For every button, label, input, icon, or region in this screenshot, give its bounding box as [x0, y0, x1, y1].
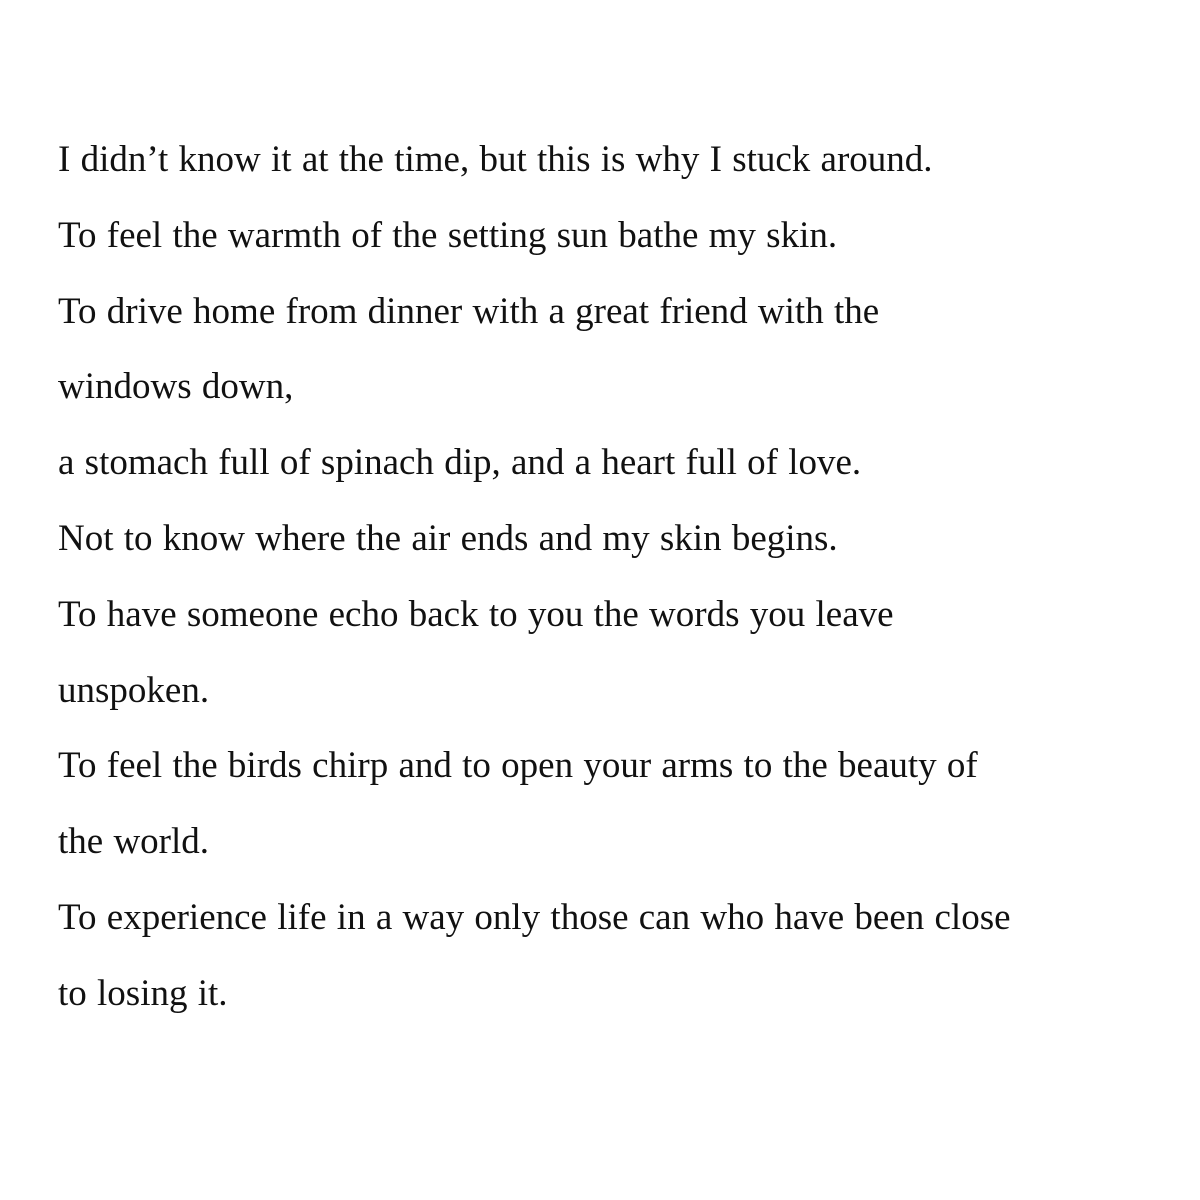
- poem-line: To drive home from dinner with a great friend with the: [58, 290, 880, 332]
- poem-line: Not to know where the air ends and my skin begins.: [58, 517, 838, 559]
- poem-text: [58, 122, 1168, 1032]
- poem-line: I didn’t know it at the time, but this is why I stuck around.: [58, 139, 933, 180]
- poem-line: To have someone echo back to you the words you leave: [58, 593, 894, 635]
- poem-line: windows down,: [58, 366, 294, 408]
- poem-line: unspoken.: [58, 669, 210, 711]
- poem-line: To feel the birds chirp and to open your arms to the beauty of: [58, 745, 978, 787]
- poem-line: to losing it.: [58, 972, 228, 1014]
- poem-line: To experience life in a way only those can who have been close: [58, 896, 1011, 938]
- poem-line: the world.: [58, 821, 210, 863]
- poem-line: To feel the warmth of the setting sun bathe my skin.: [58, 214, 838, 256]
- poem-line: a stomach full of spinach dip, and a heart full of love.: [58, 442, 862, 484]
